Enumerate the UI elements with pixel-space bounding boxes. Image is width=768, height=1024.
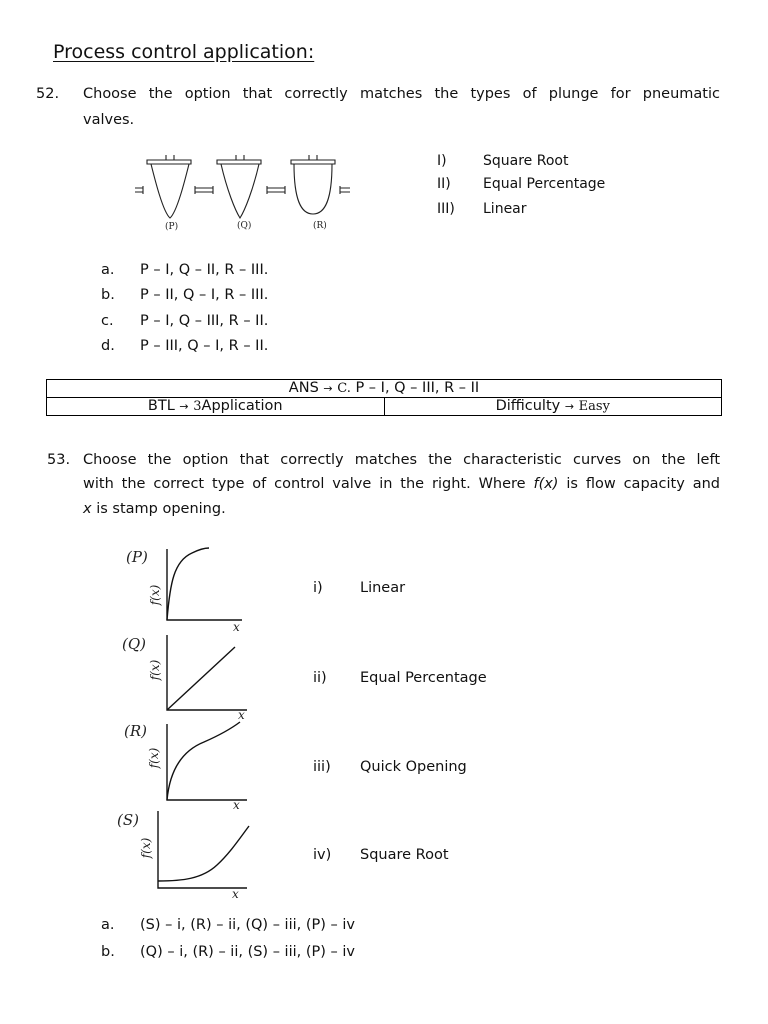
graph-q-xlabel: x [238,708,245,722]
q52-option-a: P – I, Q – II, R – III. [140,262,269,278]
difficulty-label: Difficulty [495,398,561,414]
plunger-label-q: (Q) [237,221,252,231]
graph-p-ylabel: f(x) [148,584,162,606]
q53-x: x [83,501,92,517]
graph-r-ylabel: f(x) [147,747,161,769]
q53-option-letter-b: b. [101,944,115,960]
plunger-r-image [267,155,350,214]
q53-type-label-2: Equal Percentage [360,670,487,686]
graph-s-label: (S) [117,811,139,829]
graph-s-curve [158,826,249,881]
q52-option-c: P – I, Q – III, R – II. [140,313,269,329]
graph-r-xlabel: x [233,798,240,812]
ans-letter: C. [337,381,351,396]
graph-r-label: (R) [124,722,147,740]
q52-type-num-3: III) [437,201,455,217]
answer-cell [47,380,722,398]
graph-p-axes [167,549,242,620]
plunger-figure [133,150,363,235]
difficulty-cell [384,398,722,416]
q53-type-num-3: iii) [313,759,331,775]
q53-type-label-1: Linear [360,580,406,596]
graph-s [117,811,249,900]
graph-q-label: (Q) [122,635,147,653]
q53-type-label-4: Square Root [360,847,449,863]
graph-r-curve [167,722,240,800]
meta-row [47,398,722,416]
q52-type-label-2: Equal Percentage [483,176,606,192]
plunger-p-image [135,155,191,218]
ans-arrow: → [323,382,333,395]
q53-type-num-2: ii) [313,670,327,686]
ans-text: P – I, Q – III, R – II [355,380,480,396]
graph-q-ylabel: f(x) [148,659,162,681]
answer-row [47,380,722,398]
graph-p-curve [167,548,209,620]
q52-text-line1: Choose the option that correctly matches the types of plunge for pneumatic [83,86,720,102]
q53-fx: f(x) [533,476,559,492]
q53-text-line2 [83,474,720,494]
difficulty-arrow: → [564,400,575,413]
q53-number: 53. [47,452,71,468]
characteristic-curves-figure [112,543,262,900]
q53-type-num-4: iv) [313,847,332,863]
q52-type-num-2: II) [437,176,451,192]
plunger-label-p: (P) [165,222,179,232]
graph-p [126,548,242,634]
graph-q-curve [167,647,235,710]
section-title: Process control application: [53,41,315,63]
btl-cell [47,398,385,416]
q52-option-letter-b: b. [101,287,115,303]
plunger-label-r: (R) [313,221,327,231]
q53-text-line2-pre: with the correct type of control valve in the right. Where [83,476,534,492]
q52-answer-table [46,379,722,416]
btl-text: Application [201,398,283,414]
q52-number: 52. [36,86,60,102]
q52-option-b: P – II, Q – I, R – III. [140,287,269,303]
q53-text-line1: Choose the option that correctly matches the characteristic curves on the left [83,452,720,468]
q53-type-label-3: Quick Opening [360,759,467,775]
q52-text-line2: valves. [83,112,135,128]
btl-arrow: → [179,400,189,413]
btl-label: BTL [147,398,175,414]
q53-option-a: (S) – i, (R) – ii, (Q) – iii, (P) – iv [140,917,356,933]
graph-r [124,722,247,812]
q52-type-label-1: Square Root [483,153,569,169]
q53-text-line2-post: is flow capacity and [558,476,720,492]
q53-option-b: (Q) – i, (R) – ii, (S) – iii, (P) – iv [140,944,356,960]
q52-option-letter-a: a. [101,262,115,278]
q52-type-label-3: Linear [483,201,527,217]
btl-number: 3 [193,399,202,414]
q52-option-letter-c: c. [101,313,114,329]
graph-p-label: (P) [126,548,148,566]
graph-s-axes [158,811,247,888]
q52-option-letter-d: d. [101,338,115,354]
graph-q [122,635,247,722]
graph-s-ylabel: f(x) [139,837,153,859]
plunger-q-image [195,155,261,218]
q53-option-letter-a: a. [101,917,115,933]
q53-text-line3-post: is stamp opening. [91,501,226,517]
q53-text-line3 [83,499,226,519]
ans-label: ANS [288,380,319,396]
graph-p-xlabel: x [233,620,240,634]
q52-option-d: P – III, Q – I, R – II. [140,338,269,354]
difficulty-value: Easy [578,399,610,414]
q53-type-num-1: i) [313,580,323,596]
q52-type-num-1: I) [437,153,447,169]
graph-s-xlabel: x [232,887,239,900]
